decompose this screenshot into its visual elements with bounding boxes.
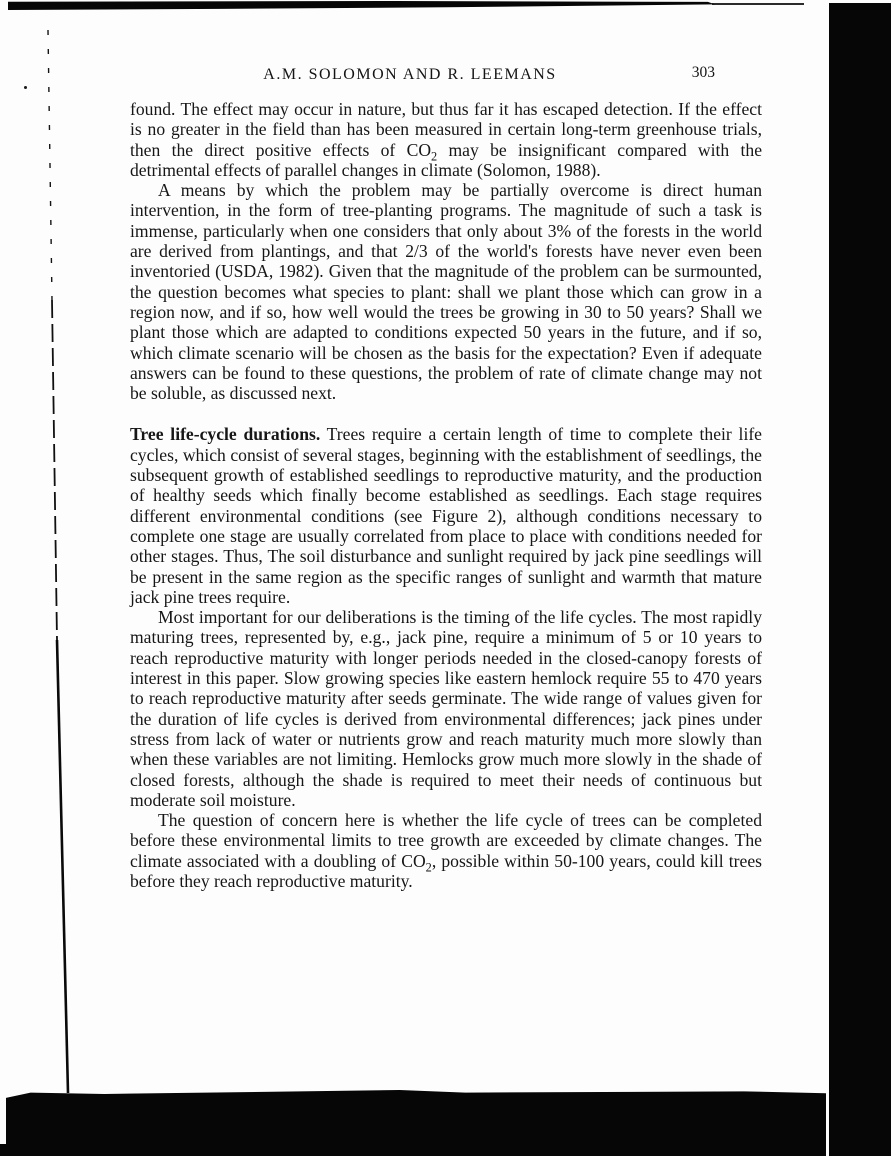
paragraph (130, 607, 762, 810)
text-segment: Most important for our deliberations is the timing of the life cycles. The most rapidly maturing trees, represented by, e.g., jack pine, require a minimum of 5 or 10 years to reach reproductive maturity with longer periods needed in the closed-canopy forests of interest in this paper. Slow growing species like eastern hemlock require 55 to 470 years to reach reproductive maturity after seeds germinate. The wide range of values given for the duration of life cycles is derived from environmental differences; jack pines under stress from lack of water or nutrients grow and reach maturity much more slowly than when these variables are not limiting. Hemlocks grow much more slowly in the shade of closed forests, although the shade is required to meet their needs of continuous but moderate soil moisture. (130, 607, 762, 810)
subscript: 2 (425, 860, 432, 875)
text-segment: A means by which the problem may be partially overcome is direct human intervention, in the form of tree-planting programs. The magnitude of such a task is immense, particularly when one considers that only about 3% of the forests in the world are derived from plantings, and that 2/3 of the world's forests have never even been inventoried (USDA, 1982). Given that the magnitude of the problem can be surmounted, the question becomes what species to plant: shall we plant those which can grow in a region now, and if so, how well would the trees be growing in 30 to 50 years? Shall we plant those which are adapted to conditions expected 50 years in the future, and if so, which climate scenario will be chosen as the basis for the expectation? Even if adequate answers can be found to these questions, the problem of rate of climate change may not be soluble, as discussed next. (130, 180, 762, 404)
page-number: 303 (691, 64, 715, 81)
running-head-authors: A.M. SOLOMON AND R. LEEMANS (263, 66, 557, 83)
paragraph (130, 180, 762, 403)
subscript: 2 (431, 149, 438, 164)
text-segment: may be insignificant compared with the detrimental effects of parallel changes in climate (Solomon, 1988). (130, 139, 762, 180)
text-segment: The question of concern here is whether the life cycle of trees can be completed before these environmental limits to tree growth are exceeded by climate changes. The climate associated with a doubling of CO (130, 810, 762, 871)
page-body (130, 99, 762, 891)
text-segment: Trees require a certain length of time to complete their life cycles, which consist of several stages, beginning with the establishment of seedlings, the subsequent growth of established seedlings to reproductive maturity, and the production of healthy seeds which finally become established as seedlings. Each stage requires different environmental conditions (see Figure 2), although conditions necessary to complete one stage are usually correlated from place to place with conditions needed for other stages. Thus, The soil disturbance and sunlight required by jack pine seedlings will be present in the same region as the specific ranges of sunlight and warmth that mature jack pine trees require. (130, 424, 762, 607)
section-lead-in: Tree life-cycle durations. (130, 424, 321, 445)
paragraph (130, 99, 762, 180)
text-segment: found. The effect may occur in nature, but thus far it has escaped detection. If the effect is no greater in the field than has been measured in certain long-term greenhouse trials, then the direct positive effects of CO (130, 99, 762, 160)
paragraph (130, 810, 762, 891)
text-segment: , possible within 50-100 years, could kill trees before they reach reproductive maturity. (130, 850, 762, 891)
paragraph (130, 424, 762, 607)
